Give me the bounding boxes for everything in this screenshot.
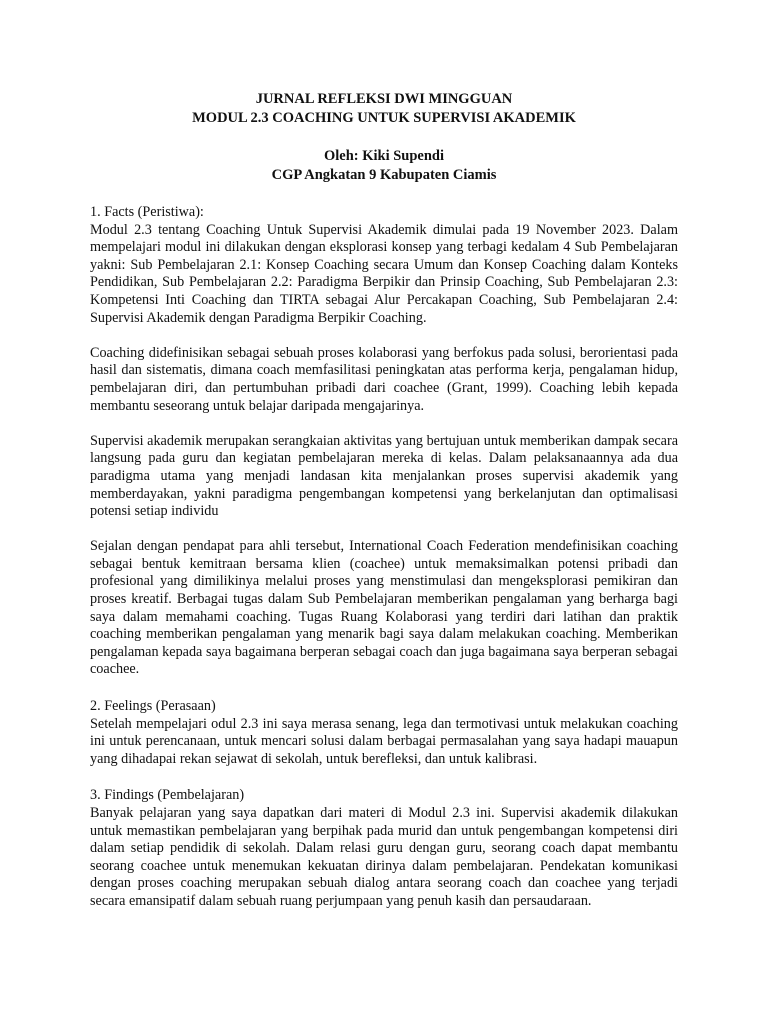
facts-paragraph: Modul 2.3 tentang Coaching Untuk Supervisi Akademik dimulai pada 19 November 2023. Dalam mempelajari modul ini dilakukan dengan eksplorasi konsep yang terbagi kedalam 4 Sub Pembelajaran yakni: Sub Pembelajaran 2.1: Konsep Coaching secara Umum dan Konsep Coaching dalam Konteks Pendidikan, Sub Pembelajaran 2.2: Paradigma Berpikir dan Prinsip Coaching, Sub Pembelajaran 2.3: Kompetensi Inti Coaching dan TIRTA sebagai Alur Percakapan Coaching, Sub Pembelajaran 2.4: Supervisi Akademik dengan Paradigma Berpikir Coaching. [90, 221, 678, 326]
header-spacer [90, 128, 678, 147]
document-title: JURNAL REFLEKSI DWI MINGGUAN [255, 91, 513, 107]
section-findings [90, 787, 678, 910]
affiliation-line: CGP Angkatan 9 Kabupaten Ciamis [271, 167, 497, 183]
section-feelings [90, 698, 678, 768]
section-heading-feelings: 2. Feelings (Perasaan) [90, 698, 216, 715]
facts-paragraph: Sejalan dengan pendapat para ahli tersebut, International Coach Federation mendefinisikan coaching sebagai bentuk kemitraan bersama klien (coachee) untuk memaksimalkan potensi pribadi dan profesional yang dimilikinya melalui proses yang menstimulasi dan mengeksplorasi pemikiran dan proses kreatif. Berbagai tugas dalam Sub Pembelajaran memberikan pengalaman yang berharga bagi saya dalam memahami coaching. Tugas Ruang Kolaborasi yang terdiri dari latihan dan praktik coaching memberikan pengalaman yang menarik bagi saya dalam melakukan coaching. Memberikan pengalaman kepada saya bagaimana berperan sebagai coach dan juga bagaimana saya berperan sebagai coachee. [90, 538, 678, 678]
section-facts [90, 204, 678, 679]
feelings-paragraph: Setelah mempelajari odul 2.3 ini saya merasa senang, lega dan termotivasi untuk melakukan coaching ini untuk perencanaan, untuk mencari solusi dalam berbagai permasalahan yang saya hadapi mauapun yang dihadapai rekan sejawat di sekolah, untuk berefleksi, dan untuk kalibrasi. [90, 715, 678, 767]
findings-paragraph: Banyak pelajaran yang saya dapatkan dari materi di Modul 2.3 ini. Supervisi akademik dilakukan untuk memastikan pembelajaran yang berpihak pada murid dan untuk pengembangan kompetensi diri dalam setiap pendidik di sekolah. Dalam relasi guru dengan guru, seorang coach dapat membantu seorang coachee untuk menemukan kekuatan dirinya dalam pembelajaran. Pendekatan komunikasi dengan proses coaching merupakan sebuah dialog antara seorang coach dan coachee yang terjadi secara emansipatif dalam sebuah ruang perjumpaan yang penuh kasih dan persaudaraan. [90, 805, 678, 909]
document-subtitle: MODUL 2.3 COACHING UNTUK SUPERVISI AKADEMIK [192, 110, 576, 126]
document-header [90, 90, 678, 185]
facts-paragraph: Coaching didefinisikan sebagai sebuah proses kolaborasi yang berfokus pada solusi, berorientasi pada hasil dan sistematis, dimana coach memfasilitasi peningkatan atas performa kerja, pengalaman hidup, pembelajaran diri, dan pertumbuhan pribadi dari coachee (Grant, 1999). Coaching lebih kepada membantu seseorang untuk belajar daripada mengajarinya. [90, 344, 678, 414]
section-heading-findings: 3. Findings (Pembelajaran) [90, 787, 245, 804]
section-heading-facts: 1. Facts (Peristiwa): [90, 204, 204, 220]
facts-paragraph: Supervisi akademik merupakan serangkaian aktivitas yang bertujuan untuk memberikan dampak secara langsung pada guru dan kegiatan pembelajaran mereka di kelas. Dalam pelaksanaannya ada dua paradigma utama yang menjadi landasan kita menjalankan proses supervisi akademik yang memberdayakan, yakni paradigma pengembangan kompetensi yang berkelanjutan dan optimalisasi potensi setiap individu [90, 432, 678, 520]
author-line: Oleh: Kiki Supendi [323, 148, 445, 164]
